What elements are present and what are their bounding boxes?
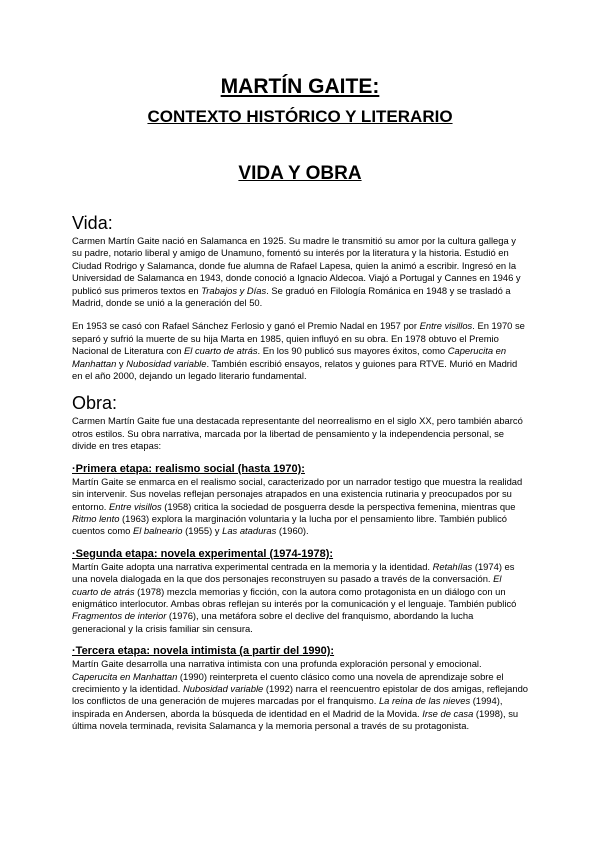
work-title: Ritmo lento [72,512,120,524]
work-title: Nubosidad variable [126,357,207,369]
etapa-1-paragraph: Martín Gaite se enmarca en el realismo social, caracterizado por un narrador testigo que muestra la realidad sin intervenir. Sus novelas reflejan personajes atrapados en una existencia rutinaria y preocupados por su entorno. Entre visillos (1958) critica la sociedad de posguerra desde la perspectiva femenina, mientras que Ritmo lento (1963) explora la marginación voluntaria y la lucha por el pensamiento libre. También publicó cuentos como El balneario (1955) y Las ataduras (1960). [72,475,523,537]
work-title: Caperucita en Manhattan [72,670,178,682]
work-title: Fragmentos de interior [72,610,167,622]
page-subtitle: CONTEXTO HISTÓRICO Y LITERARIO [147,107,453,126]
work-title: El cuarto de atrás [72,573,502,597]
work-title: Entre visillos [109,500,162,512]
work-title: El balneario [132,525,183,537]
etapa-3-heading: ·Tercera etapa: novela intimista (a partir del 1990): [72,645,335,658]
work-title: Nubosidad variable [183,682,264,694]
work-title: Caperucita en Manhattan [72,345,507,369]
etapa-3-paragraph: Martín Gaite desarrolla una narrativa intimista con una profunda exploración personal y emocional. Caperucita en Manhattan (1990) reinterpreta el cuento clásico como una novela de aprendizaje sobre el crecimiento y la identidad. Nubosidad variable (1992) narra el reencuentro epistolar de dos amigas, reflejando los conflictos de una generación de mujeres marcadas por el franquismo. La reina de las nieves (1994), inspirada en Andersen, aborda la búsqueda de identidad en el Madrid de la Movida. Irse de casa (1998), su última novela terminada, revisita Salamanca y la memoria personal a través de su protagonista. [72,658,529,732]
work-title: Trabajos y Días [201,284,267,296]
work-title: La reina de las nieves [378,695,471,707]
obra-heading: Obra: [72,393,118,414]
section-title: VIDA Y OBRA [238,163,362,184]
vida-paragraph-2: En 1953 se casó con Rafael Sánchez Ferlosio y ganó el Premio Nadal en 1957 por Entre visillos. En 1970 se separó y sufrió la muerte de su hija Marta en 1985, quien influyó en su obra. En 1978 obtuvo el Premio Nacional de Literatura con El cuarto de atrás. En los 90 publicó sus mayores éxitos, como Caperucita en Manhattan y Nubosidad variable. También escribió ensayos, relatos y guiones para RTVE. Murió en Madrid en el año 2000, dejando un legado literario fundamental. [72,320,525,382]
work-title: El cuarto de atrás [184,345,258,357]
vida-paragraph-1: Carmen Martín Gaite nació en Salamanca en 1925. Su madre le transmitió su amor por la cultura gallega y su padre, notario liberal y amigo de Unamuno, fomentó su interés por la literatura y la historia. Estudió en Ciudad Rodrigo y Salamanca, donde fue alumna de Rafael Lapesa, quien la animó a escribir. Ingresó en la Universidad de Salamanca en 1943, donde conoció a Ignacio Aldecoa. Viajó a Portugal y Cannes en 1946 y publicó sus primeros textos en Trabajos y Días. Se graduó en Filología Románica en 1948 y se trasladó a Madrid, donde se unió a la generación del 50. [72,235,521,309]
obra-intro: Carmen Martín Gaite fue una destacada representante del neorrealismo en el siglo XX, pero también abarcó otros estilos. Su obra narrativa, marcada por la libertad de pensamiento y la independencia personal, se divide en tres etapas: [72,415,523,452]
work-title: Retahílas [432,560,473,572]
etapa-2-heading: ·Segunda etapa: novela experimental (1974-1978): [72,547,334,560]
work-title: Irse de casa [422,707,474,719]
vida-heading: Vida: [72,213,113,233]
etapa-2-paragraph: Martín Gaite adopta una narrativa experimental centrada en la memoria y la identidad. Retahílas (1974) es una novela dialogada en la que dos personajes reconstruyen su pasado a través de la conversación. El cuarto de atrás (1978) mezcla memorias y ficción, con la autora como protagonista en un diálogo con un enigmático interlocutor. Ambas obras reflejan su interés por la comunicación y el lenguaje. También publicó Fragmentos de interior (1976), una metáfora sobre el declive del franquismo, abordando la lucha generacional y la crisis familiar sin censura. [72,560,517,634]
etapa-1-heading: ·Primera etapa: realismo social (hasta 1970): [72,462,305,475]
work-title: Entre visillos [419,320,473,332]
page-title: MARTÍN GAITE: [220,75,380,98]
work-title: Las ataduras [222,525,277,537]
